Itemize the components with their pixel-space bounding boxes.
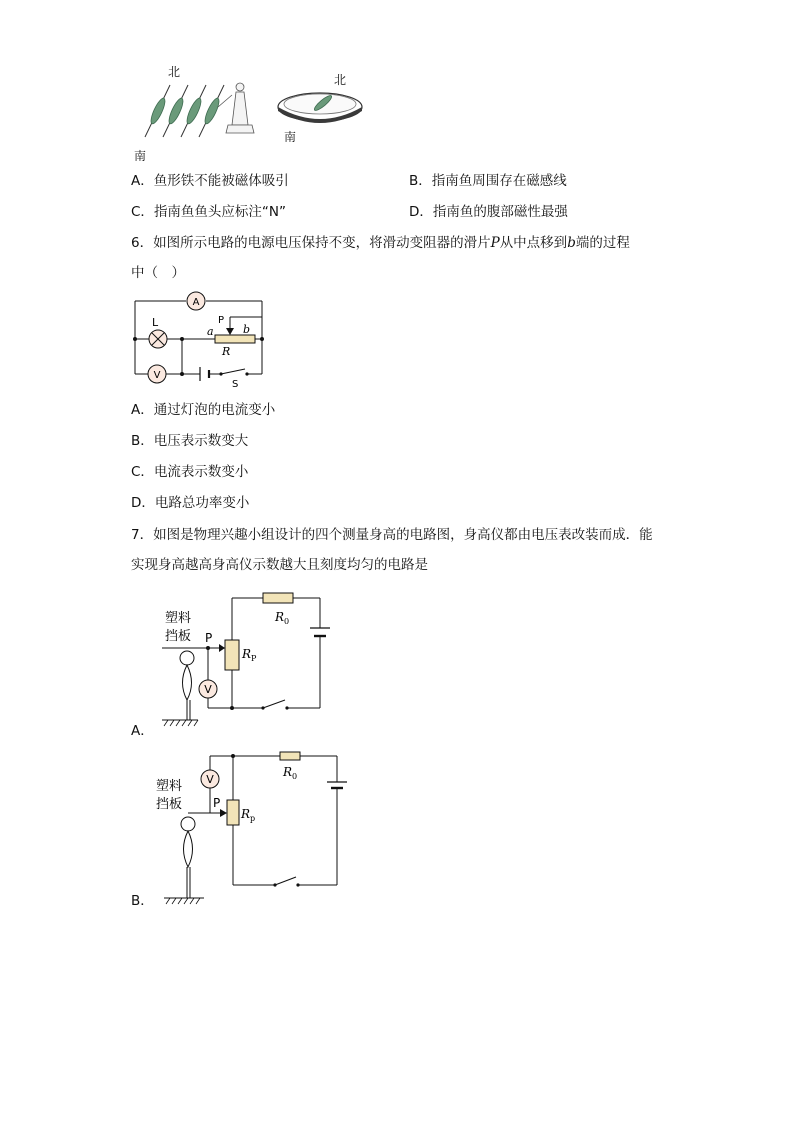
q7-figure-b-circuit	[150, 745, 350, 910]
q7-figure-a-circuit	[150, 588, 340, 733]
rp-label: $R_P$	[242, 647, 257, 663]
slider-label: P	[213, 796, 221, 810]
option-d[interactable]: D．电路总功率变小	[131, 495, 250, 511]
lamp-label: L	[152, 316, 159, 329]
voltmeter-symbol: V	[153, 370, 161, 381]
r0-label: $R_0$	[275, 610, 290, 626]
figure-b-label[interactable]: B．	[131, 893, 154, 909]
ammeter-symbol: A	[192, 297, 200, 308]
q6-stem-line1: 6．如图所示电路的电源电压保持不变，将滑动变阻器的滑片P从中点移到b端的过程	[131, 235, 630, 251]
option-c[interactable]: C．指南鱼鱼头应标注“N”	[131, 204, 287, 220]
q6-circuit-diagram	[125, 290, 275, 390]
option-b[interactable]: B．指南鱼周围存在磁感线	[409, 173, 567, 189]
resistor-label: R	[222, 345, 231, 358]
south-label: 南	[284, 130, 297, 144]
rp-label: $R_p$	[241, 807, 256, 823]
option-d[interactable]: D．指南鱼的腹部磁性最强	[409, 204, 568, 220]
slider-label: P	[205, 631, 213, 645]
north-label: 北	[334, 73, 347, 87]
board-label-line2: 挡板	[156, 797, 183, 812]
voltmeter-symbol: V	[206, 773, 214, 786]
option-c[interactable]: C．电流表示数变小	[131, 464, 249, 480]
figure-a-label[interactable]: A．	[131, 723, 154, 739]
q7-stem-line1: 7．如图是物理兴趣小组设计的四个测量身高的电路图，身高仪都由电压表改装而成．能	[131, 527, 653, 543]
option-a[interactable]: A．通过灯泡的电流变小	[131, 402, 276, 418]
compass-dish-illustration	[275, 85, 365, 130]
q6-stem-line2: 中（ ）	[131, 265, 185, 281]
board-label-line2: 挡板	[165, 629, 192, 644]
fish-field-illustration	[140, 75, 260, 150]
south-label: 南	[134, 149, 147, 163]
r0-label: $R_0$	[283, 765, 298, 781]
switch-label: S	[232, 379, 239, 390]
option-b[interactable]: B．电压表示数变大	[131, 433, 249, 449]
voltmeter-symbol: V	[204, 683, 212, 696]
board-label-line1: 塑料	[156, 779, 183, 794]
board-label-line1: 塑料	[165, 611, 192, 626]
end-b-label: b	[243, 323, 251, 336]
option-a[interactable]: A．鱼形铁不能被磁体吸引	[131, 173, 289, 189]
north-label: 北	[168, 65, 181, 79]
end-a-label: a	[207, 325, 214, 338]
slider-label: P	[218, 315, 225, 326]
q7-stem-line2: 实现身高越高身高仪示数越大且刻度均匀的电路是	[131, 557, 428, 573]
